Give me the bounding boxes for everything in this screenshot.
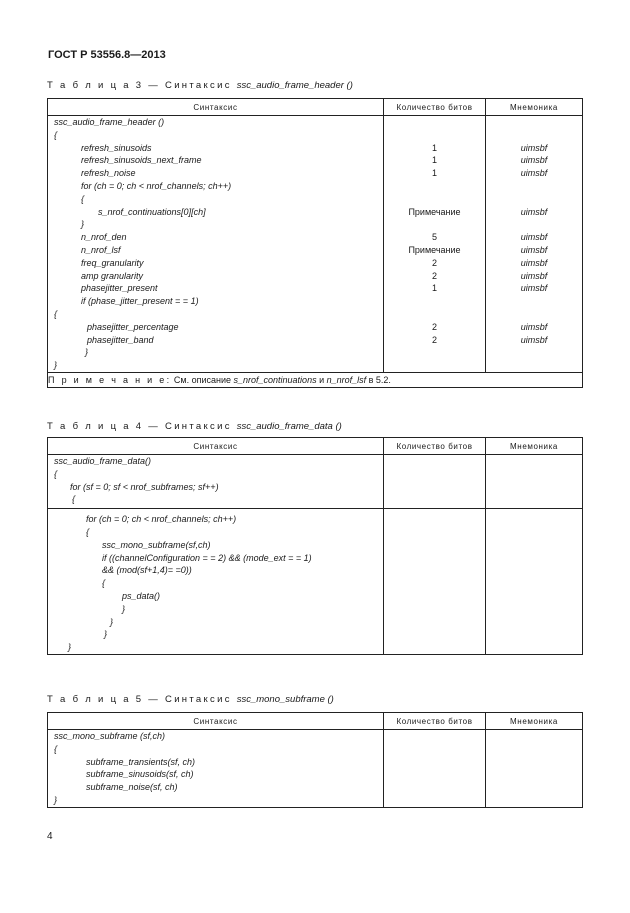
mnemonic-value: uimsbf xyxy=(520,168,548,179)
syntax-line: { xyxy=(54,308,58,319)
mnemonic-value xyxy=(486,295,582,308)
syntax-line: n_nrof_lsf xyxy=(81,244,121,255)
table5-caption-name: ssc_mono_subframe () xyxy=(236,694,334,705)
header-syntax: Синтаксис xyxy=(48,438,384,455)
syntax-line: freq_granularity xyxy=(81,257,144,268)
note-text: в 5.2. xyxy=(366,374,391,385)
table4-syntax-column xyxy=(48,509,384,655)
table4-body-row-b xyxy=(48,509,583,655)
mnemonic-value: uimsbf xyxy=(520,142,548,153)
header-bits: Количество битов xyxy=(384,99,486,116)
mnemonic-value: uimsbf xyxy=(520,321,548,332)
mnemonic-value: uimsbf xyxy=(520,334,548,345)
syntax-line: ssc_mono_subframe(sf,ch) xyxy=(102,539,211,550)
bits-value: 1 xyxy=(431,168,437,179)
syntax-line: phasejitter_band xyxy=(87,334,154,345)
mnemonic-value xyxy=(486,308,582,321)
syntax-line: } xyxy=(54,794,58,805)
syntax-line: for (ch = 0; ch < nrof_channels; ch++) xyxy=(81,180,232,191)
header-syntax: Синтаксис xyxy=(48,99,384,116)
bits-value: 1 xyxy=(431,155,437,166)
header-bits: Количество битов xyxy=(384,713,486,730)
table5-mnemonic-cell xyxy=(486,730,583,808)
table3-header-row xyxy=(48,99,583,116)
table4-caption-name: ssc_audio_frame_data () xyxy=(236,421,342,432)
syntax-line: refresh_sinusoids_next_frame xyxy=(81,155,202,166)
syntax-line: s_nrof_continuations[0][ch] xyxy=(98,206,206,217)
bits-value xyxy=(384,218,485,231)
table5-body-row xyxy=(48,730,583,808)
table5-header-row xyxy=(48,713,583,730)
syntax-line: } xyxy=(110,616,114,627)
bits-value xyxy=(384,346,485,359)
table3-body-row xyxy=(48,116,583,373)
header-bits: Количество битов xyxy=(384,438,486,455)
bits-value xyxy=(384,129,485,142)
table3-caption-prefix: Т а б л и ц а 3 — Синтаксис xyxy=(47,80,237,91)
syntax-line: for (sf = 0; sf < nrof_subframes; sf++) xyxy=(70,481,219,492)
mnemonic-value: uimsbf xyxy=(520,244,548,255)
syntax-line: if (phase_jitter_present = = 1) xyxy=(81,296,199,307)
syntax-line: amp granularity xyxy=(81,270,144,281)
syntax-line: n_nrof_den xyxy=(81,232,127,243)
table4-syntax-column xyxy=(48,455,384,509)
table4-caption-prefix: Т а б л и ц а 4 — Синтаксис xyxy=(47,421,237,432)
mnemonic-value: uimsbf xyxy=(520,155,548,166)
document-header: ГОСТ Р 53556.8—2013 xyxy=(48,49,166,61)
syntax-line: ssc_mono_subframe (sf,ch) xyxy=(54,731,166,741)
mnemonic-value xyxy=(486,116,582,129)
syntax-line: subframe_transients(sf, ch) xyxy=(86,756,196,767)
bits-value: 2 xyxy=(431,334,437,345)
table4-header-row xyxy=(48,438,583,455)
table3-note xyxy=(48,372,583,387)
table3-note-row xyxy=(48,372,583,387)
page-number: 4 xyxy=(47,831,53,842)
bits-value xyxy=(384,116,485,129)
mnemonic-value: uimsbf xyxy=(520,283,548,294)
syntax-line: if ((channelConfiguration = = 2) && (mode_ext = = 1) xyxy=(102,552,312,563)
table5 xyxy=(47,712,583,808)
table3-mnemonic-column xyxy=(486,116,583,373)
syntax-line: ssc_audio_frame_data() xyxy=(54,456,152,466)
table5-bits-cell xyxy=(384,730,486,808)
table4 xyxy=(47,437,583,655)
syntax-line: phasejitter_percentage xyxy=(87,321,179,332)
table5-syntax-column xyxy=(48,730,384,808)
note-term: n_nrof_lsf xyxy=(326,374,367,385)
table3 xyxy=(47,98,583,388)
table3-caption xyxy=(47,80,353,91)
header-mnemonic: Мнемоника xyxy=(486,438,583,455)
table4-bits-cell xyxy=(384,509,486,655)
syntax-line: refresh_noise xyxy=(81,168,136,179)
syntax-line: { xyxy=(54,743,58,754)
bits-value xyxy=(384,295,485,308)
syntax-line: } xyxy=(54,360,58,371)
bits-value xyxy=(384,359,485,372)
mnemonic-value xyxy=(486,129,582,142)
bits-value xyxy=(384,180,485,193)
bits-value xyxy=(384,193,485,206)
bits-value: Примечание xyxy=(408,206,461,217)
syntax-line: && (mod(sf+1,4)= =0)) xyxy=(102,565,192,576)
syntax-line: } xyxy=(122,603,126,614)
syntax-line: { xyxy=(72,494,76,505)
table4-bits-cell xyxy=(384,455,486,509)
syntax-line: ps_data() xyxy=(122,590,161,601)
mnemonic-value xyxy=(486,180,582,193)
syntax-line: subframe_noise(sf, ch) xyxy=(86,782,178,793)
syntax-line: { xyxy=(102,578,106,589)
mnemonic-value: uimsbf xyxy=(520,270,548,281)
mnemonic-value xyxy=(486,346,582,359)
bits-value: 1 xyxy=(431,142,437,153)
syntax-line: ssc_audio_frame_header () xyxy=(54,117,165,127)
note-text: и xyxy=(316,374,327,385)
syntax-line: refresh_sinusoids xyxy=(81,142,152,153)
table3-syntax-column xyxy=(48,116,384,373)
note-text: См. описание xyxy=(171,374,234,385)
bits-value: 2 xyxy=(431,321,437,332)
note-term: s_nrof_continuations xyxy=(233,374,317,385)
table3-caption-name: ssc_audio_frame_header () xyxy=(236,80,353,91)
mnemonic-value: uimsbf xyxy=(520,232,548,243)
mnemonic-value: uimsbf xyxy=(520,257,548,268)
table4-mnemonic-cell xyxy=(486,455,583,509)
bits-value: 2 xyxy=(431,257,437,268)
syntax-line: { xyxy=(86,526,90,537)
syntax-line: { xyxy=(81,193,85,204)
table4-mnemonic-cell xyxy=(486,509,583,655)
mnemonic-value: uimsbf xyxy=(520,206,548,217)
bits-value: 2 xyxy=(431,270,437,281)
bits-value: Примечание xyxy=(408,244,461,255)
table5-caption xyxy=(47,694,334,705)
table4-body-row-a xyxy=(48,455,583,509)
table3-bits-column xyxy=(384,116,486,373)
syntax-line: } xyxy=(85,347,89,358)
bits-value xyxy=(384,308,485,321)
header-mnemonic: Мнемоника xyxy=(486,99,583,116)
table4-caption xyxy=(47,421,342,432)
bits-value: 1 xyxy=(431,283,437,294)
mnemonic-value xyxy=(486,193,582,206)
syntax-line: { xyxy=(54,129,58,140)
syntax-line: } xyxy=(68,642,72,653)
header-mnemonic: Мнемоника xyxy=(486,713,583,730)
note-label: П р и м е ч а н и е: xyxy=(48,374,172,385)
syntax-line: subframe_sinusoids(sf, ch) xyxy=(86,769,194,780)
syntax-line: } xyxy=(104,629,108,640)
syntax-line: } xyxy=(81,219,85,230)
mnemonic-value xyxy=(486,218,582,231)
syntax-line: for (ch = 0; ch < nrof_channels; ch++) xyxy=(86,514,237,525)
syntax-line: phasejitter_present xyxy=(81,283,158,294)
mnemonic-value xyxy=(486,359,582,372)
header-syntax: Синтаксис xyxy=(48,713,384,730)
table5-caption-prefix: Т а б л и ц а 5 — Синтаксис xyxy=(47,694,237,705)
bits-value: 5 xyxy=(431,232,437,243)
syntax-line: { xyxy=(54,468,58,479)
